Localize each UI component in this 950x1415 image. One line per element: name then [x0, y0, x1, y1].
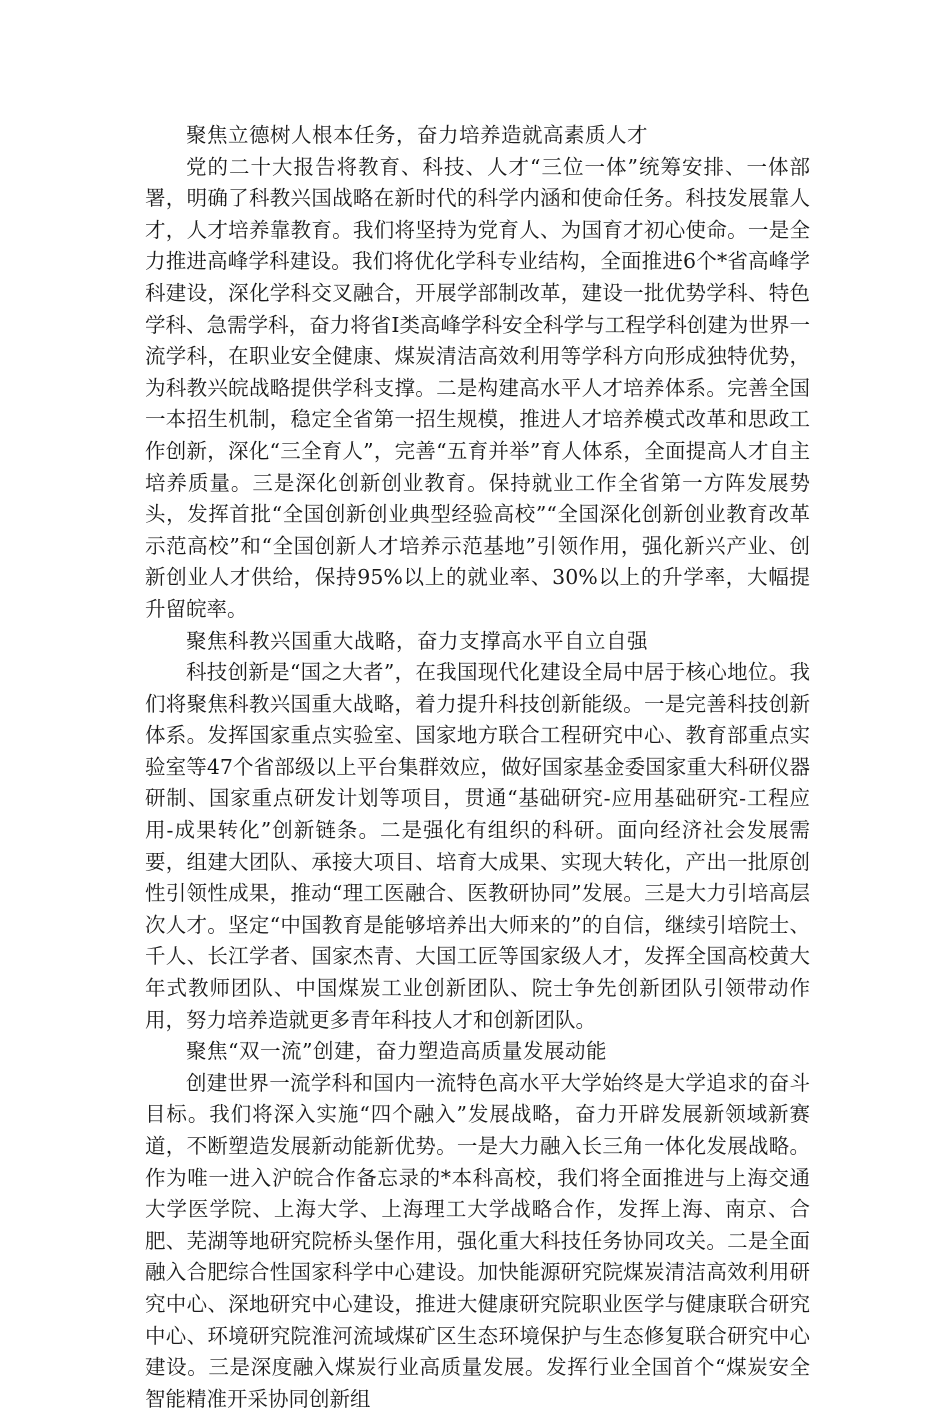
section-paragraph: 党的二十大报告将教育、科技、人才“三位一体”统筹安排、一体部署，明确了科教兴国战略在新时代的科学内涵和使命任务。科技发展靠人才，人才培养靠教育。我们将坚持为党育人、为国育才初心使命。一是全力推进高峰学科建设。我们将优化学科专业结构，全面推进6个*省高峰学科建设，深化学科交叉融合，开展学部制改革，建设一批优势学科、特色学科、急需学科，奋力将省Ⅰ类高峰学科安全科学与工程学科创建为世界一流学科，在职业安全健康、煤炭清洁高效利用等学科方向形成独特优势，为科教兴皖战略提供学科支撑。二是构建高水平人才培养体系。完善全国一本招生机制，稳定全省第一招生规模，推进人才培养模式改革和思政工作创新，深化“三全育人”，完善“五育并举”育人体系，全面提高人才自主培养质量。三是深化创新创业教育。保持就业工作全省第一方阵发展势头，发挥首批“全国创新创业典型经验高校”“全国深化创新创业教育改革示范高校”和“全国创新人才培养示范基地”引领作用，强化新兴产业、创新创业人才供给，保持95%以上的就业率、30%以上的升学率，大幅提升留皖率。 — [145, 154, 810, 621]
section-double-first-class — [145, 1036, 810, 1415]
section-heading: 聚焦立德树人根本任务，奋力培养造就高素质人才 — [186, 123, 648, 147]
section-science-education-strategy — [145, 626, 810, 1037]
section-heading: 聚焦科教兴国重大战略，奋力支撑高水平自立自强 — [186, 628, 648, 653]
section-paragraph: 创建世界一流学科和国内一流特色高水平大学始终是大学追求的奋斗目标。我们将深入实施“四个融入”发展战略，奋力开辟发展新领域新赛道，不断塑造发展新动能新优势。一是大力融入长三角一体化发展战略。作为唯一进入沪皖合作备忘录的*本科高校，我们将全面推进与上海交通大学医学院、上海大学、上海理工大学战略合作，发挥上海、南京、合肥、芜湖等地研究院桥头堡作用，强化重大科技任务协同攻关。二是全面融入合肥综合性国家科学中心建设。加快能源研究院煤炭清洁高效利用研究中心、深地研究中心建设，推进大健康研究院职业医学与健康联合研究中心、环境研究院淮河流域煤矿区生态环境保护与生态修复联合研究中心建设。三是深度融入煤炭行业高质量发展。发挥行业全国首个“煤炭安全智能精准开采协同创新组 — [145, 1070, 810, 1411]
document-body — [145, 120, 810, 1415]
section-talent-cultivation — [145, 120, 810, 626]
section-heading: 聚焦“双一流”创建，奋力塑造高质量发展动能 — [186, 1039, 607, 1064]
section-paragraph: 科技创新是“国之大者”，在我国现代化建设全局中居于核心地位。我们将聚焦科教兴国重大战略，着力提升科技创新能级。一是完善科技创新体系。发挥国家重点实验室、国家地方联合工程研究中心、教育部重点实验室等47个省部级以上平台集群效应，做好国家基金委国家重大科研仪器研制、国家重点研发计划等项目，贯通“基础研究-应用基础研究-工程应用-成果转化”创新链条。二是强化有组织的科研。面向经济社会发展需要，组建大团队、承接大项目、培育大成果、实现大转化，产出一批原创性引领性成果，推动“理工医融合、医教研协同”发展。三是大力引培高层次人才。坚定“中国教育是能够培养出大师来的”的自信，继续引培院士、千人、长江学者、国家杰青、大国工匠等国家级人才，发挥全国高校黄大年式教师团队、中国煤炭工业创新团队、院士争先创新团队引领带动作用，努力培养造就更多青年科技人才和创新团队。 — [145, 660, 810, 1032]
